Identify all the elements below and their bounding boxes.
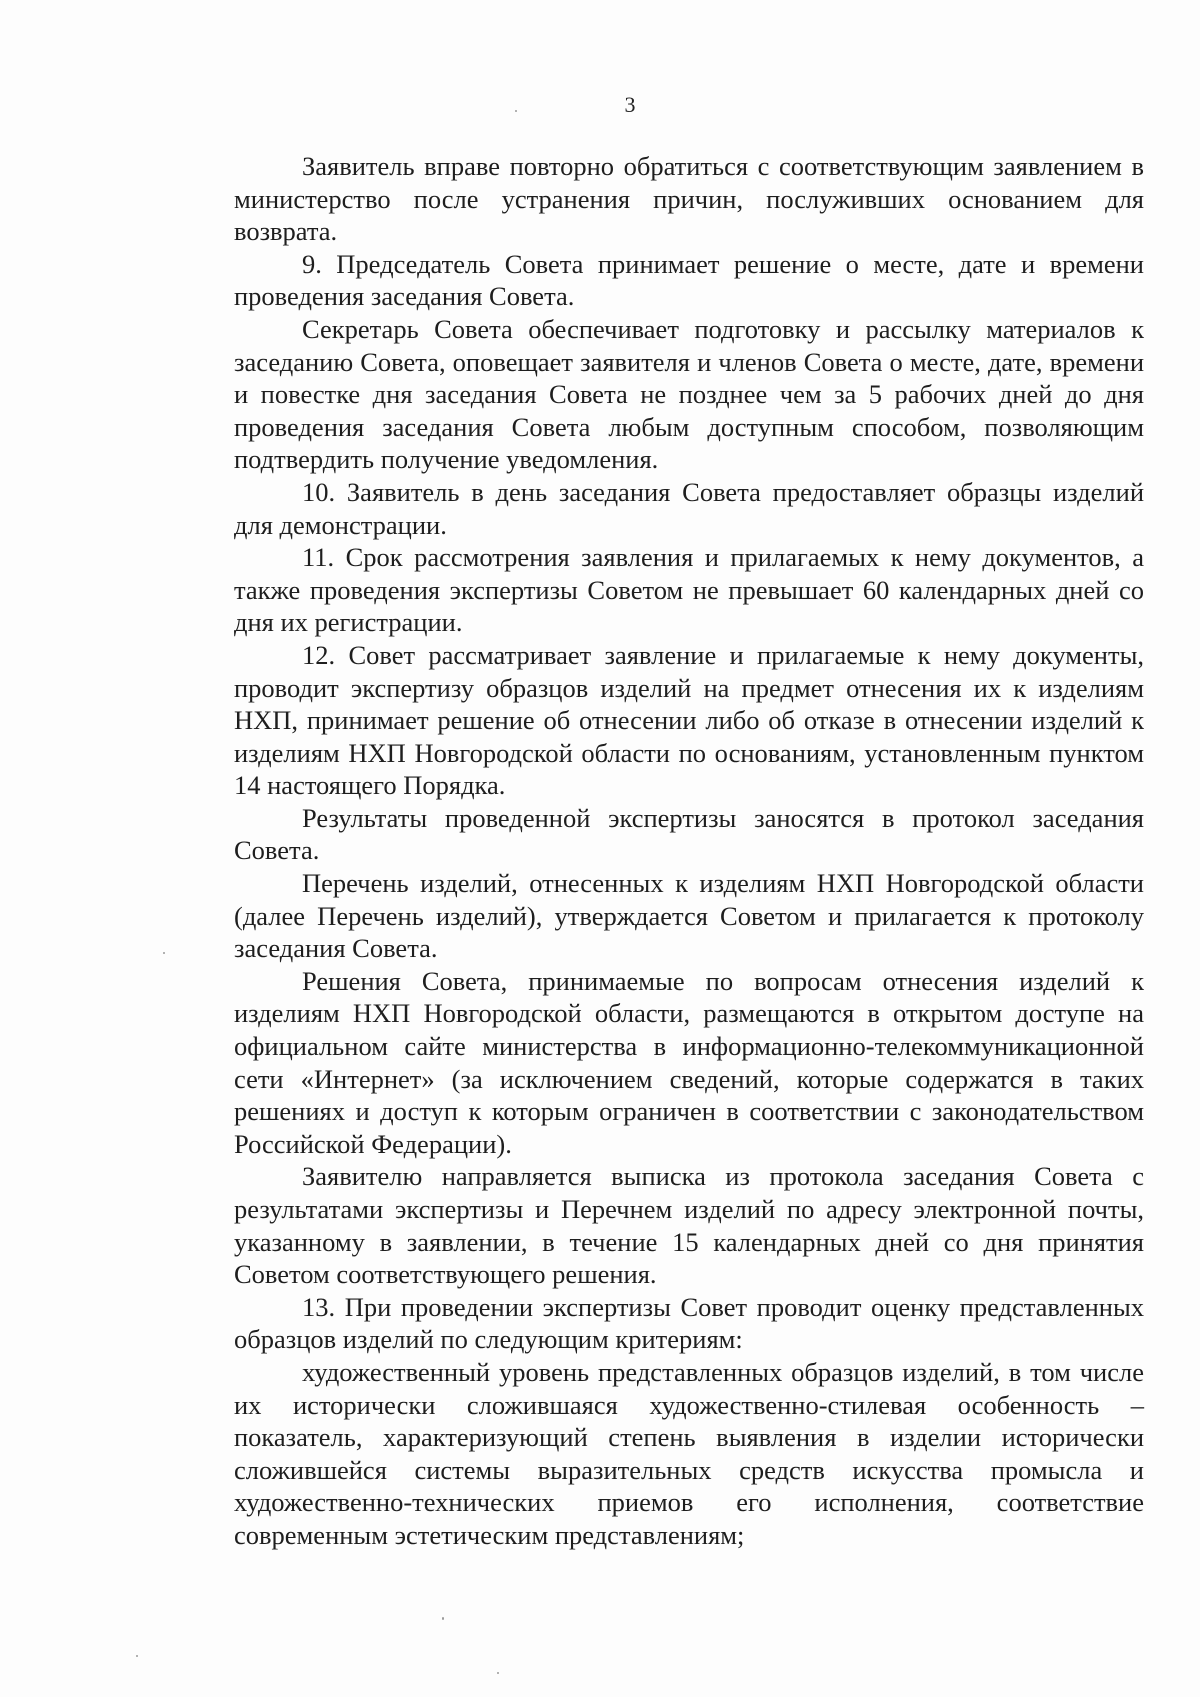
scan-speck [163, 952, 165, 954]
paragraph: 11. Срок рассмотрения заявления и прилагаемых к нему документов, а также проведения экспертизы Советом не превышает 60 календарных дней со дня их регистрации. [234, 542, 1144, 638]
paragraph: Перечень изделий, отнесенных к изделиям НХП Новгородской области (далее Перечень изделий), утверждается Советом и прилагается к протоколу заседания Совета. [234, 868, 1144, 964]
paragraph: Заявитель вправе повторно обратиться с соответствующим заявлением в министерство после устранения причин, послуживших основанием для возврата. [234, 151, 1144, 247]
paragraph: 10. Заявитель в день заседания Совета предоставляет образцы изделий для демонстрации. [234, 476, 1144, 540]
paragraph: 13. При проведении экспертизы Совет проводит оценку представленных образцов изделий по следующим критериям: [234, 1291, 1144, 1355]
paragraph: художественный уровень представленных образцов изделий, в том числе их исторически сложившаяся художественно-стилевая особенность – показатель, характеризующий степень выявления в изделии исторически сложившейся системы выразительных средств искусства промысла и художественно-технических приемов его исполнения, соответствие современным эстетическим представлениям; [234, 1356, 1144, 1550]
paragraph: Результаты проведенной экспертизы заносятся в протокол заседания Совета. [234, 802, 1144, 866]
page-number: 3 [624, 92, 636, 117]
paragraph: 9. Председатель Совета принимает решение о месте, дате и времени проведения заседания Совета. [234, 248, 1144, 312]
paragraph: 12. Совет рассматривает заявление и прилагаемые к нему документы, проводит экспертизу образцов изделий на предмет отнесения их к изделиям НХП, принимает решение об отнесении либо об отказе в отнесении изделий к изделиям НХП Новгородской области по основаниям, установленным пунктом 14 настоящего Порядка. [234, 639, 1144, 801]
scan-speck [442, 1617, 444, 1620]
paragraph: Решения Совета, принимаемые по вопросам отнесения изделий к изделиям НХП Новгородской области, размещаются в открытом доступе на официальном сайте министерства в информационно-телекоммуникационной сети «Интернет» (за исключением сведений, которые содержатся в таких решениях и доступ к которым ограничен в соответствии с законодательством Российской Федерации). [234, 965, 1144, 1159]
scan-speck [497, 1672, 499, 1674]
paragraph: Секретарь Совета обеспечивает подготовку и рассылку материалов к заседанию Совета, оповещает заявителя и членов Совета о месте, дате, времени и повестке дня заседания Совета не позднее чем за 5 рабочих дней до дня проведения заседания Совета любым доступным способом, позволяющим подтвердить получение уведомления. [234, 313, 1144, 475]
paragraph: Заявителю направляется выписка из протокола заседания Совета с результатами экспертизы и Перечнем изделий по адресу электронной почты, указанному в заявлении, в течение 15 календарных дней со дня принятия Советом соответствующего решения. [234, 1161, 1144, 1290]
scan-speck [515, 110, 517, 112]
scan-speck [136, 1655, 138, 1657]
document-body [234, 150, 1144, 1552]
